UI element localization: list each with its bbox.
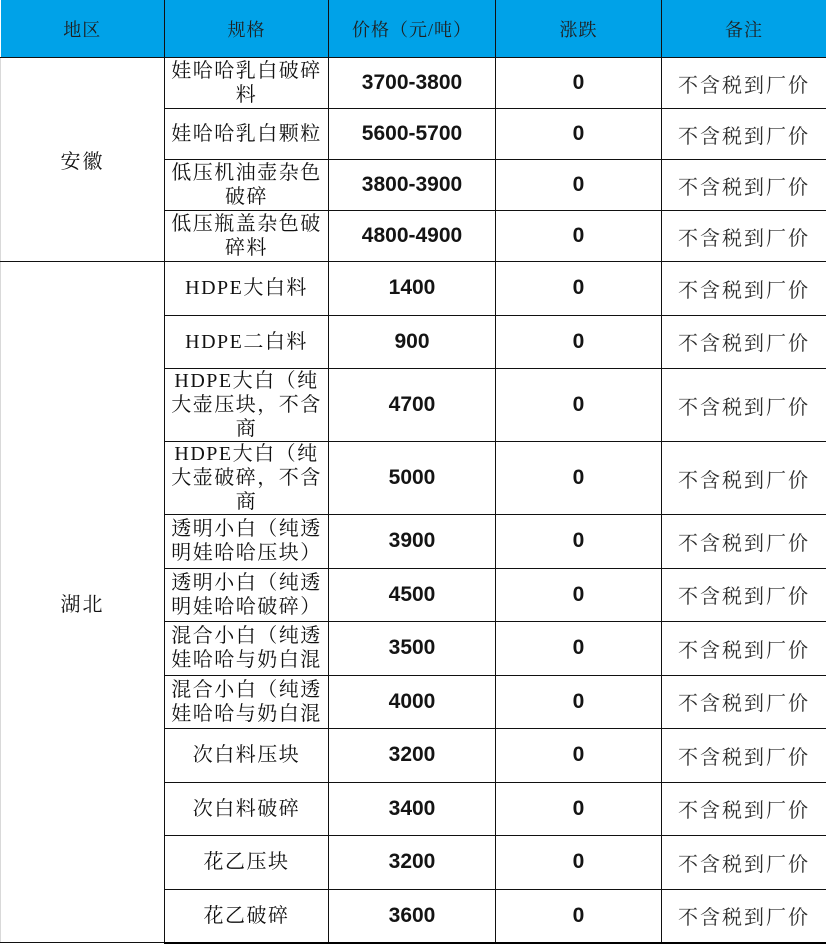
spec-cell: 混合小白（纯透娃哈哈与奶白混 <box>165 675 329 729</box>
spec-cell: 混合小白（纯透娃哈哈与奶白混 <box>165 622 329 676</box>
change-cell: 0 <box>496 782 662 836</box>
note-cell: 不含税到厂价 <box>662 211 826 262</box>
col-header-spec: 规格 <box>165 0 329 58</box>
price-cell: 5600-5700 <box>329 109 496 160</box>
price-cell: 5000 <box>329 442 496 515</box>
price-cell: 3700-3800 <box>329 58 496 109</box>
note-cell: 不含税到厂价 <box>662 675 826 729</box>
price-cell: 1400 <box>329 262 496 316</box>
change-cell: 0 <box>496 58 662 109</box>
note-cell: 不含税到厂价 <box>662 622 826 676</box>
col-header-note: 备注 <box>662 0 826 58</box>
change-cell: 0 <box>496 622 662 676</box>
note-cell: 不含税到厂价 <box>662 262 826 316</box>
price-cell: 3600 <box>329 889 496 943</box>
note-cell: 不含税到厂价 <box>662 515 826 569</box>
change-cell: 0 <box>496 315 662 369</box>
spec-cell: 次白料破碎 <box>165 782 329 836</box>
change-cell: 0 <box>496 262 662 316</box>
note-cell: 不含税到厂价 <box>662 836 826 890</box>
price-cell: 4800-4900 <box>329 211 496 262</box>
spec-cell: HDPE二白料 <box>165 315 329 369</box>
change-cell: 0 <box>496 515 662 569</box>
price-cell: 3500 <box>329 622 496 676</box>
table-body <box>1 58 826 943</box>
region-cell: 安徽 <box>1 58 165 262</box>
price-cell: 4700 <box>329 369 496 442</box>
note-cell: 不含税到厂价 <box>662 889 826 943</box>
change-cell: 0 <box>496 442 662 515</box>
spec-cell: 透明小白（纯透明娃哈哈压块） <box>165 515 329 569</box>
note-cell: 不含税到厂价 <box>662 442 826 515</box>
change-cell: 0 <box>496 109 662 160</box>
spec-cell: 花乙破碎 <box>165 889 329 943</box>
spec-cell: 娃哈哈乳白破碎料 <box>165 58 329 109</box>
header-row <box>1 0 826 58</box>
spec-cell: 娃哈哈乳白颗粒 <box>165 109 329 160</box>
note-cell: 不含税到厂价 <box>662 160 826 211</box>
change-cell: 0 <box>496 729 662 783</box>
note-cell: 不含税到厂价 <box>662 729 826 783</box>
price-cell: 3400 <box>329 782 496 836</box>
change-cell: 0 <box>496 369 662 442</box>
region-cell: 湖北 <box>1 262 165 943</box>
note-cell: 不含税到厂价 <box>662 109 826 160</box>
spec-cell: HDPE大白料 <box>165 262 329 316</box>
change-cell: 0 <box>496 211 662 262</box>
price-cell: 3800-3900 <box>329 160 496 211</box>
price-cell: 900 <box>329 315 496 369</box>
note-cell: 不含税到厂价 <box>662 568 826 622</box>
spec-cell: 低压瓶盖杂色破碎料 <box>165 211 329 262</box>
price-cell: 3900 <box>329 515 496 569</box>
table-row <box>1 58 826 109</box>
spec-cell: HDPE大白（纯大壶压块，不含商 <box>165 369 329 442</box>
price-cell: 4500 <box>329 568 496 622</box>
spec-cell: 透明小白（纯透明娃哈哈破碎） <box>165 568 329 622</box>
price-cell: 4000 <box>329 675 496 729</box>
note-cell: 不含税到厂价 <box>662 369 826 442</box>
spec-cell: HDPE大白（纯大壶破碎，不含商 <box>165 442 329 515</box>
change-cell: 0 <box>496 889 662 943</box>
table-row <box>1 262 826 316</box>
spec-cell: 次白料压块 <box>165 729 329 783</box>
change-cell: 0 <box>496 160 662 211</box>
change-cell: 0 <box>496 568 662 622</box>
price-cell: 3200 <box>329 729 496 783</box>
change-cell: 0 <box>496 675 662 729</box>
spec-cell: 低压机油壶杂色破碎 <box>165 160 329 211</box>
note-cell: 不含税到厂价 <box>662 315 826 369</box>
note-cell: 不含税到厂价 <box>662 58 826 109</box>
col-header-price: 价格（元/吨） <box>329 0 496 58</box>
note-cell: 不含税到厂价 <box>662 782 826 836</box>
change-cell: 0 <box>496 836 662 890</box>
spec-cell: 花乙压块 <box>165 836 329 890</box>
col-header-region: 地区 <box>1 0 165 58</box>
col-header-change: 涨跌 <box>496 0 662 58</box>
price-cell: 3200 <box>329 836 496 890</box>
